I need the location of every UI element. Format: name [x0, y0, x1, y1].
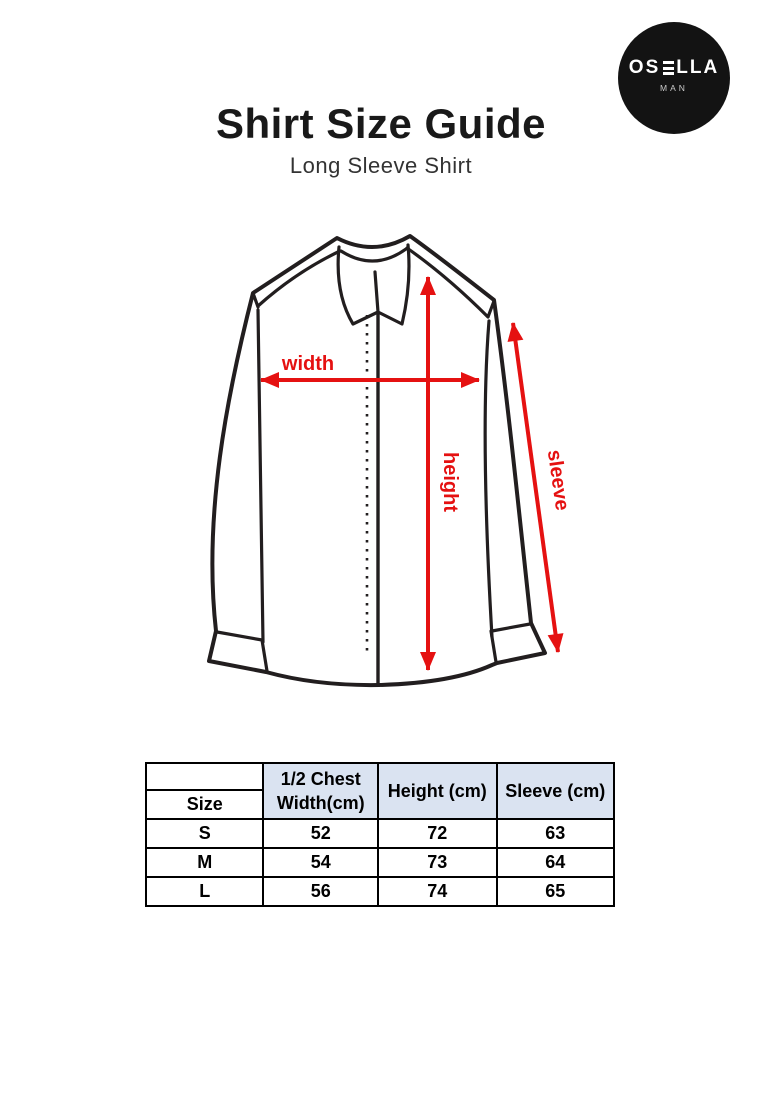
height-cell: 73 [378, 848, 496, 877]
sleeve-cell: 65 [497, 877, 615, 906]
brand-name-suffix: LLA [676, 57, 720, 78]
height-cell: 72 [378, 819, 496, 848]
table-row-size-l [146, 877, 614, 906]
col-header-chest-line1: 1/2 Chest [280, 769, 361, 789]
table-corner-cell [146, 763, 263, 790]
chest-width-cell: 52 [263, 819, 378, 848]
col-header-sleeve: Sleeve (cm) [497, 763, 615, 819]
col-header-chest-width [263, 763, 378, 819]
width-label: width [281, 353, 335, 375]
size-cell: S [146, 819, 263, 848]
size-cell: M [146, 848, 263, 877]
page-subtitle: Long Sleeve Shirt [289, 153, 473, 178]
chest-width-cell: 54 [263, 848, 378, 877]
brand-name-prefix: OS [628, 57, 661, 78]
chest-width-cell: 56 [263, 877, 378, 906]
sleeve-label: sleeve [542, 448, 574, 512]
size-table [145, 762, 615, 907]
size-cell: L [146, 877, 263, 906]
page-title: Shirt Size Guide [215, 100, 547, 147]
col-header-height: Height (cm) [378, 763, 496, 819]
height-cell: 74 [378, 877, 496, 906]
col-header-chest-line2: Width(cm) [276, 793, 365, 813]
sleeve-cell: 64 [497, 848, 615, 877]
col-header-size: Size [146, 790, 263, 819]
brand-subtext: MAN [660, 83, 688, 93]
table-row-size-m [146, 848, 614, 877]
table-row-size-s [146, 819, 614, 848]
sleeve-cell: 63 [497, 819, 615, 848]
height-label: height [439, 452, 461, 512]
table-header-row-top [146, 763, 614, 790]
